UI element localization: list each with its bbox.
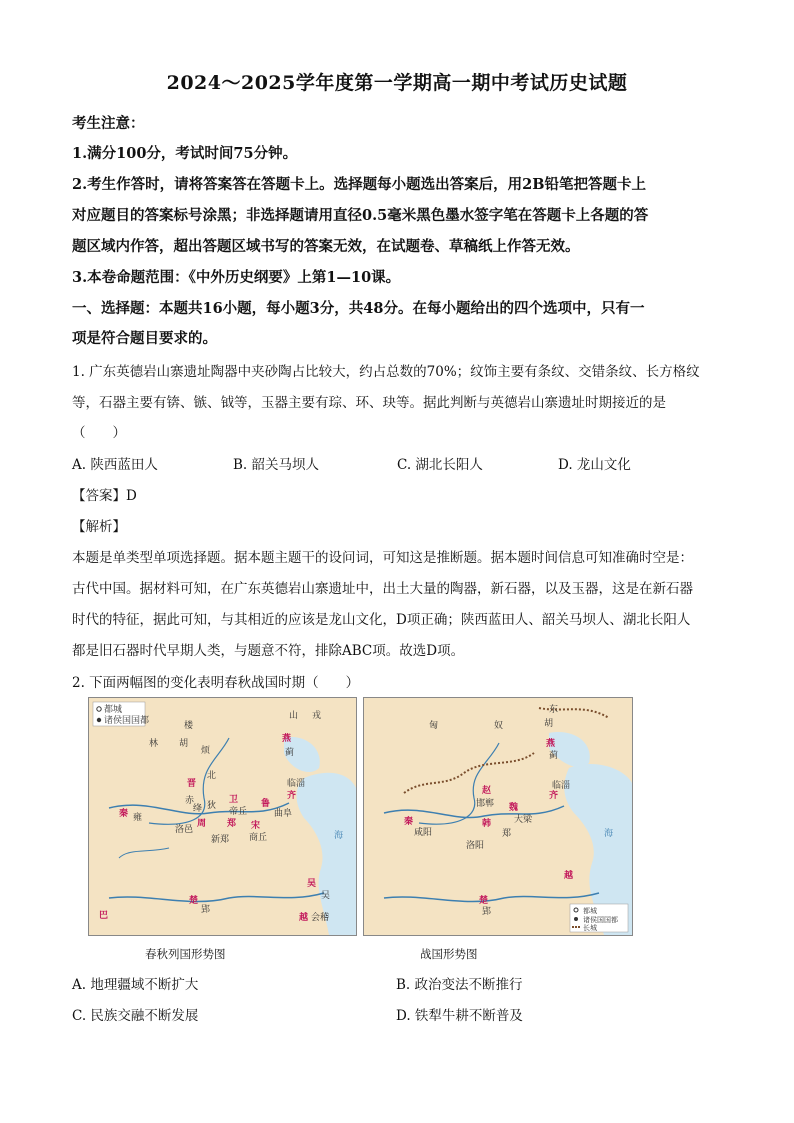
map2-label: 东 (549, 705, 559, 715)
map1-label: 戎 (312, 711, 322, 721)
spring-autumn-map-caption: 春秋列国形势图 (145, 947, 226, 961)
notice-item-1: 1.满分100分，考试时间75分钟。 (72, 145, 298, 162)
map1-label: 楚 (189, 896, 199, 906)
spring-autumn-map-graphic (89, 698, 356, 935)
section-1-line-2: 项是符合题目要求的。 (72, 330, 217, 347)
map2-label: 韩 (482, 819, 492, 829)
map1-label: 鲁 (261, 799, 271, 809)
map1-label: 晋 (187, 779, 197, 789)
map2-label: 邯郸 (476, 799, 495, 809)
map1-label: 吴 (307, 879, 317, 889)
map1-label: 北 (207, 771, 217, 781)
map1-label: 巴 (99, 911, 109, 921)
notice-item-2-line-3: 题区域内作答，超出答题区域书写的答案无效，在试题卷、草稿纸上作答无效。 (72, 238, 580, 255)
map1-label: 越 (299, 913, 309, 923)
map2-label: 匈 (429, 721, 439, 731)
map1-label: 燕 (282, 734, 292, 744)
exam-title: 2024～2025学年度第一学期高一期中考试历史试题 (166, 72, 628, 94)
map2-label: 洛阳 (466, 841, 485, 851)
map1-label: 狄 (207, 801, 217, 811)
q2-option-a[interactable]: A. 地理疆域不断扩大 (72, 977, 199, 993)
map1-label: 周 (197, 819, 207, 829)
map1-label: 曲阜 (274, 809, 293, 819)
map1-legend-capital: 都城 (104, 705, 123, 715)
spring-autumn-map (88, 697, 357, 936)
map1-label: 卫 (229, 795, 239, 805)
map2-label: 秦 (404, 817, 414, 827)
map1-label: 临淄 (287, 779, 306, 789)
map1-label: 秦 (119, 809, 129, 819)
q2-option-b[interactable]: B. 政治变法不断推行 (396, 977, 523, 993)
map2-label: 蓟 (549, 751, 559, 761)
map1-label: 郑 (227, 819, 237, 829)
q1-option-c[interactable]: C. 湖北长阳人 (397, 457, 483, 473)
map1-label: 帝丘 (229, 807, 248, 817)
map1-label: 商丘 (249, 833, 268, 843)
notice-item-3: 3.本卷命题范围：《中外历史纲要》上第1—10课。 (72, 269, 401, 286)
q1-option-d[interactable]: D. 龙山文化 (558, 457, 631, 473)
map2-label: 大梁 (514, 815, 533, 825)
map1-label: 雍 (133, 813, 143, 823)
map1-label: 山 (289, 711, 299, 721)
map1-label: 新郑 (211, 835, 230, 845)
map2-label: 郢 (482, 907, 492, 917)
q2-option-d[interactable]: D. 铁犁牛耕不断普及 (396, 1008, 523, 1024)
map2-legend-great-wall: 长城 (583, 924, 597, 932)
map1-label: 宋 (251, 821, 261, 831)
q1-analysis-line: 古代中国。据材料可知，在广东英德岩山寨遗址中，出土大量的陶器，新石器，以及玉器，这是在新石器 (72, 581, 693, 597)
map1-label: 蓟 (285, 748, 295, 758)
map1-label: 胡 (179, 739, 189, 749)
q1-analysis-line: 时代的特征，据此可知，与其相近的应该是龙山文化，D项正确；陕西蓝田人、韶关马坝人、湖北长阳人 (72, 612, 691, 628)
map2-label: 奴 (494, 721, 504, 731)
map1-label: 会稽 (311, 913, 330, 923)
map2-label: 咸阳 (414, 828, 433, 838)
map1-label: 烦 (201, 746, 211, 756)
notice-item-2-line-1: 2.考生作答时，请将答案答在答题卡上。选择题每小题选出答案后，用2B铅笔把答题卡上 (72, 176, 646, 193)
map1-label: 郢 (201, 905, 211, 915)
map2-label: 楚 (479, 896, 489, 906)
map1-legend-vassal: 诸侯国国都 (104, 716, 150, 726)
q1-option-a[interactable]: A. 陕西蓝田人 (72, 457, 158, 473)
question-1-line-1: 1. 广东英德岩山寨遗址陶器中夹砂陶占比较大，约占总数的70%；纹饰主要有条纹、交错条纹、长方格纹 (72, 364, 700, 380)
warring-states-map-caption: 战国形势图 (420, 947, 478, 961)
map1-label: 绛 (193, 804, 203, 814)
question-1-line-3: （ ） (72, 425, 126, 441)
notice-heading: 考生注意： (72, 115, 145, 132)
map1-label: 林 (149, 739, 159, 749)
map2-label: 越 (564, 871, 574, 881)
map2-label: 郑 (502, 829, 512, 839)
q2-option-c[interactable]: C. 民族交融不断发展 (72, 1008, 199, 1024)
map1-label: 楼 (184, 721, 194, 731)
map1-label: 海 (334, 831, 344, 841)
map1-label: 吴 (321, 891, 331, 901)
map2-legend-capital: 都城 (583, 907, 597, 915)
map1-label: 齐 (287, 791, 297, 801)
q1-answer: 【答案】D (72, 488, 137, 504)
notice-item-2-line-2: 对应题目的答案标号涂黑；非选择题请用直径0.5毫米黑色墨水签字笔在答题卡上各题的答 (72, 207, 649, 224)
warring-states-map (363, 697, 633, 936)
q1-analysis-line: 都是旧石器时代早期人类，与题意不符，排除ABC项。故选D项。 (72, 643, 465, 659)
q1-analysis-label: 【解析】 (72, 519, 126, 535)
map2-label: 海 (604, 829, 614, 839)
map1-label: 赤 (185, 796, 195, 806)
map2-label: 赵 (482, 786, 492, 796)
map2-label: 临淄 (552, 781, 571, 791)
map2-legend-vassal: 诸侯国国都 (583, 916, 618, 924)
map2-label: 燕 (546, 739, 556, 749)
warring-states-map-graphic (364, 698, 632, 935)
question-1-line-2: 等，石器主要有锛、镞、钺等，玉器主要有琮、环、玦等。据此判断与英德岩山寨遗址时期接近的是 (72, 395, 666, 411)
map1-label: 洛邑 (175, 825, 194, 835)
section-1-line-1: 一、选择题：本题共16小题，每小题3分，共48分。在每小题给出的四个选项中，只有一 (72, 300, 645, 317)
map2-label: 齐 (549, 791, 559, 801)
q1-analysis-line: 本题是单类型单项选择题。据本题主题干的设问词，可知这是推断题。据本题时间信息可知准确时空是： (72, 550, 693, 566)
question-2-stem: 2. 下面两幅图的变化表明春秋战国时期（ ） (72, 675, 360, 691)
map2-label: 魏 (509, 803, 519, 813)
q1-option-b[interactable]: B. 韶关马坝人 (233, 457, 320, 473)
map2-label: 胡 (544, 719, 554, 729)
